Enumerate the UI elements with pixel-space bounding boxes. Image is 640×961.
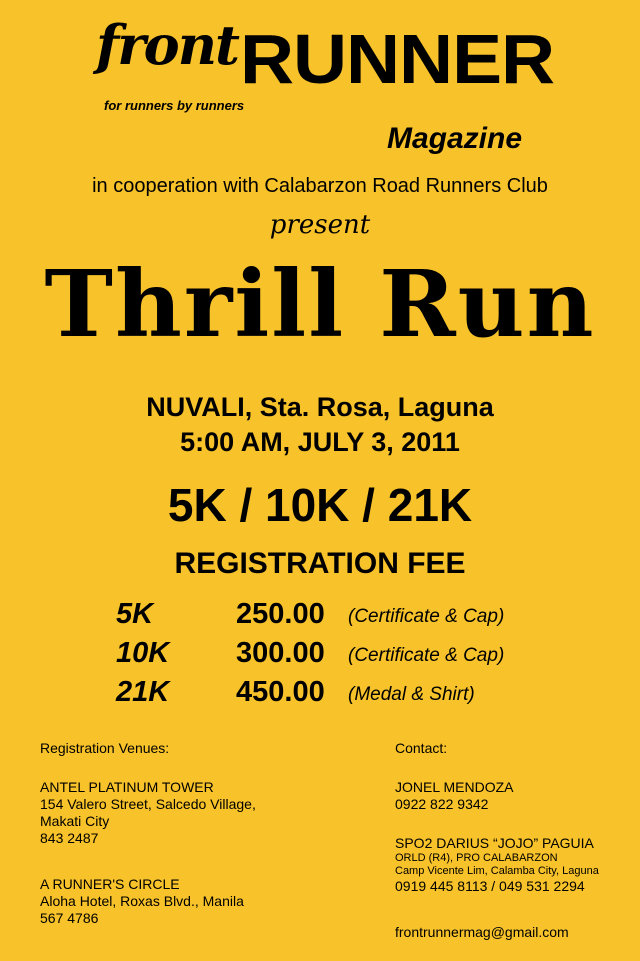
event-time: 5:00 AM, JULY 3, 2011 — [180, 427, 460, 457]
fee-row — [116, 676, 556, 712]
fee-row — [116, 637, 556, 673]
venue-name: A RUNNER'S CIRCLE — [40, 876, 180, 892]
contact-name: SPO2 DARIUS “JOJO” PAGUIA — [395, 835, 594, 851]
fee-price: 250.00 — [236, 598, 325, 630]
venue-phone: 567 4786 — [40, 910, 99, 926]
venue-address-line: 154 Valero Street, Salcedo Village, — [40, 796, 256, 812]
logo-tagline: for runners by runners — [104, 98, 245, 113]
event-venue: NUVALI, Sta. Rosa, Laguna — [146, 392, 494, 422]
venue-block — [40, 779, 340, 847]
fee-row — [116, 598, 556, 634]
contact-heading: Contact: — [395, 740, 448, 756]
contact-block — [395, 779, 635, 813]
venue-phone: 843 2487 — [40, 830, 99, 846]
event-distances: 5K / 10K / 21K — [167, 479, 473, 531]
present-text: present — [269, 210, 371, 240]
fee-price: 450.00 — [236, 676, 325, 708]
fee-note: (Certificate & Cap) — [348, 606, 505, 627]
registration-venues-heading: Registration Venues: — [40, 740, 170, 756]
contact-name: JONEL MENDOZA — [395, 779, 514, 795]
contact-phone: 0922 822 9342 — [395, 796, 489, 812]
logo-front-text: front — [96, 13, 238, 77]
contact-phone: 0919 445 8113 / 049 531 2294 — [395, 878, 585, 894]
fee-note: (Medal & Shirt) — [348, 684, 475, 705]
registration-fee-heading: REGISTRATION FEE — [174, 547, 466, 580]
venue-address-line: Aloha Hotel, Roxas Blvd., Manila — [40, 893, 244, 909]
contact-org-line: Camp Vicente Lim, Calamba City, Laguna — [395, 865, 599, 877]
venue-name: ANTEL PLATINUM TOWER — [40, 779, 214, 795]
contact-block — [395, 835, 635, 895]
venue-address-line: Makati City — [40, 813, 110, 829]
fee-note: (Certificate & Cap) — [348, 645, 505, 666]
fee-price: 300.00 — [236, 637, 325, 669]
contact-org-line: ORLD (R4), PRO CALABARZON — [395, 852, 558, 864]
venue-block — [40, 876, 340, 927]
contact-email: frontrunnermag@gmail.com — [395, 924, 569, 940]
fee-distance: 10K — [116, 637, 170, 669]
logo-magazine: Magazine — [387, 122, 523, 155]
event-title: Thrill Run — [44, 250, 596, 358]
fee-distance: 21K — [116, 676, 170, 708]
cooperation-line: in cooperation with Calabarzon Road Runners Club — [92, 175, 548, 197]
logo-runner-text: RUNNER — [240, 20, 554, 98]
fee-distance: 5K — [116, 598, 154, 630]
